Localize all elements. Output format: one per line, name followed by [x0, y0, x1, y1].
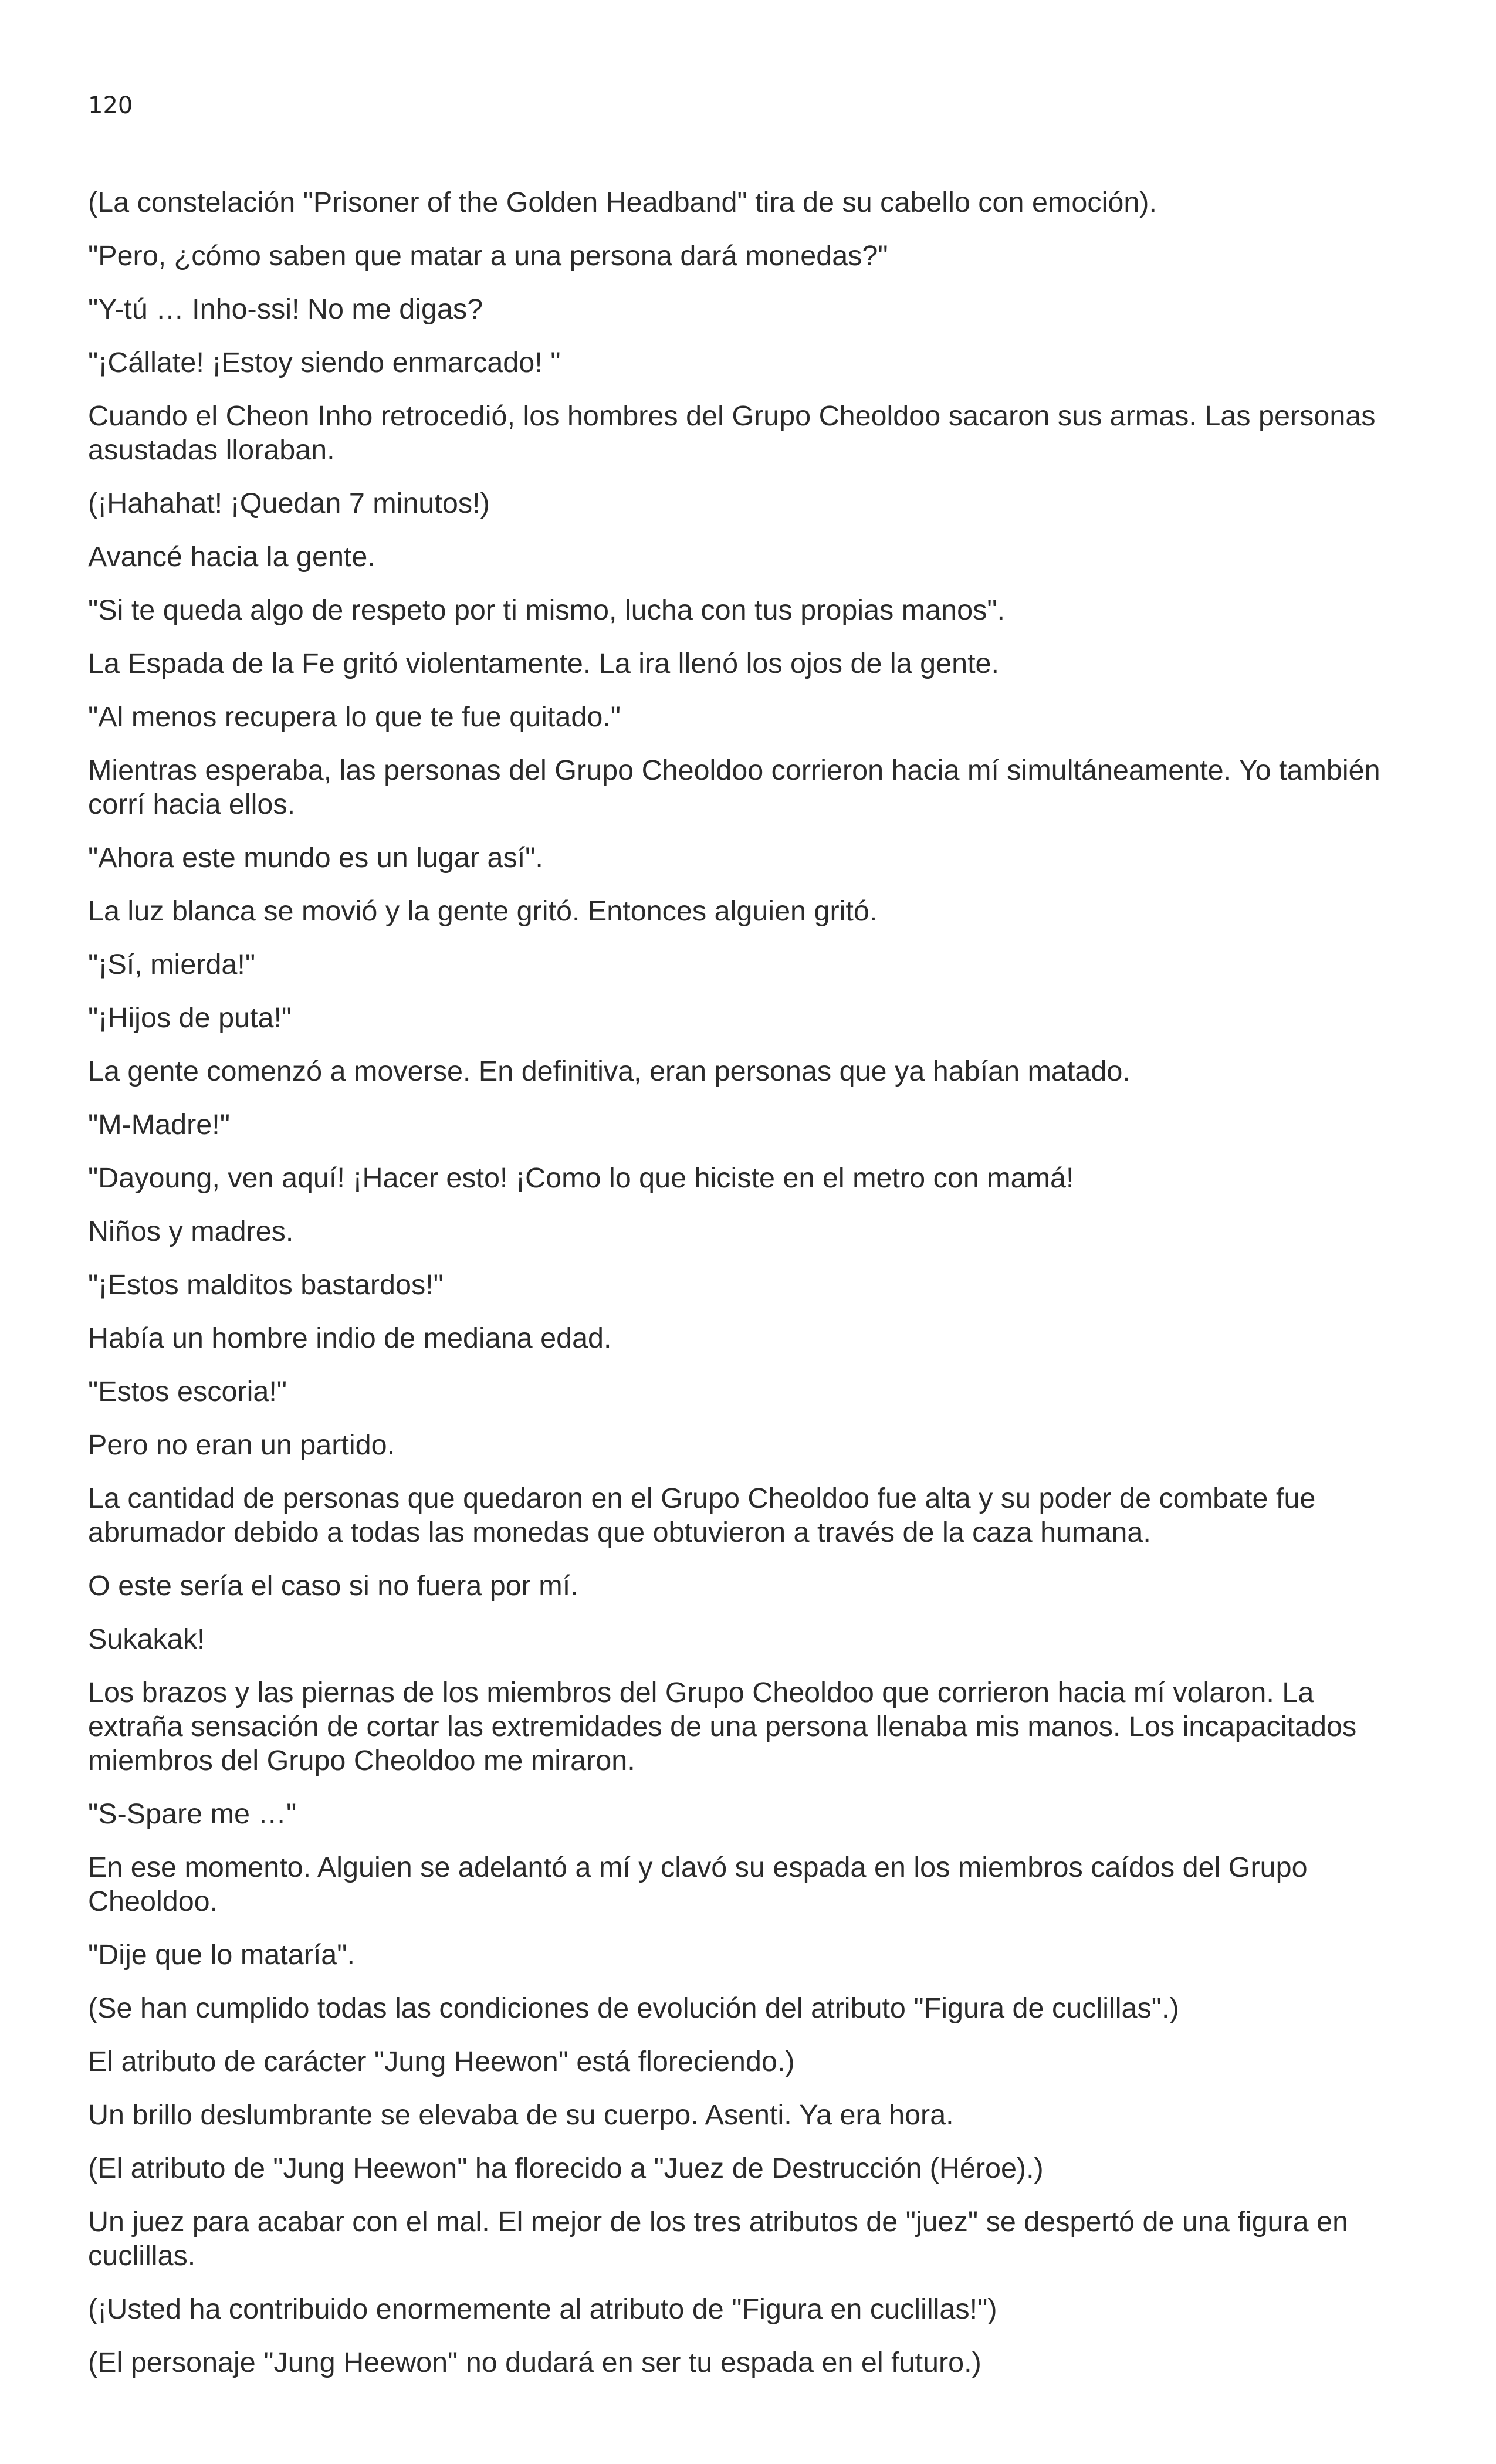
paragraph: "¡Sí, mierda!": [88, 949, 256, 980]
paragraph: Había un hombre indio de mediana edad.: [88, 1322, 612, 1354]
paragraph: El atributo de carácter "Jung Heewon" está floreciendo.): [88, 2046, 795, 2077]
paragraph: "Estos escoria!": [88, 1376, 287, 1407]
paragraph: "Pero, ¿cómo saben que matar a una persona dará monedas?": [88, 240, 888, 272]
paragraph: Un juez para acabar con el mal. El mejor de los tres atributos de "juez" se despertó de una figura en cuclillas.: [88, 2206, 1349, 2272]
paragraph: Cuando el Cheon Inho retrocedió, los hombres del Grupo Cheoldoo sacaron sus armas. Las personas asustadas lloraban.: [88, 400, 1376, 466]
paragraph: La gente comenzó a moverse. En definitiva, eran personas que ya habían matado.: [88, 1055, 1131, 1087]
paragraph: En ese momento. Alguien se adelantó a mí y clavó su espada en los miembros caídos del Grupo Cheoldoo.: [88, 1852, 1308, 1917]
paragraph: (Se han cumplido todas las condiciones de evolución del atributo "Figura de cuclillas".): [88, 1992, 1179, 2024]
paragraph: "Si te queda algo de respeto por ti mismo, lucha con tus propias manos".: [88, 594, 1006, 626]
paragraph: "Dije que lo mataría".: [88, 1939, 355, 1971]
paragraph: "¡Cállate! ¡Estoy siendo enmarcado! ": [88, 347, 561, 378]
paragraph: Niños y madres.: [88, 1216, 294, 1247]
paragraph: La Espada de la Fe gritó violentamente. La ira llenó los ojos de la gente.: [88, 648, 999, 679]
paragraph: "¡Estos malditos bastardos!": [88, 1269, 444, 1301]
paragraph: Sukakak!: [88, 1623, 205, 1655]
paragraph: "M-Madre!": [88, 1109, 230, 1140]
paragraph: (¡Hahahat! ¡Quedan 7 minutos!): [88, 488, 490, 519]
paragraph: "Dayoung, ven aquí! ¡Hacer esto! ¡Como lo que hiciste en el metro con mamá!: [88, 1162, 1074, 1194]
paragraph: "Ahora este mundo es un lugar así".: [88, 842, 543, 874]
paragraph: Un brillo deslumbrante se elevaba de su cuerpo. Asenti. Ya era hora.: [88, 2099, 954, 2131]
paragraph: (La constelación "Prisoner of the Golden Headband" tira de su cabello con emoción).: [88, 187, 1157, 218]
paragraph: Mientras esperaba, las personas del Grupo Cheoldoo corrieron hacia mí simultáneamente. Yo también corrí hacia ellos.: [88, 754, 1380, 820]
paragraph: O este sería el caso si no fuera por mí.: [88, 1570, 578, 1602]
document-body: [88, 185, 1414, 2399]
page-number: 120: [88, 92, 133, 119]
paragraph: La luz blanca se movió y la gente gritó. Entonces alguien gritó.: [88, 895, 878, 927]
paragraph: "¡Hijos de puta!": [88, 1002, 292, 1034]
paragraph: Avancé hacia la gente.: [88, 541, 375, 573]
paragraph: (El atributo de "Jung Heewon" ha florecido a "Juez de Destrucción (Héroe).): [88, 2152, 1044, 2184]
paragraph: Los brazos y las piernas de los miembros del Grupo Cheoldoo que corrieron hacia mí volaron. La extraña sensación de cortar las extremidades de una persona llenaba mis manos. Los incapacitados miembros del Grupo Cheoldoo me miraron.: [88, 1677, 1357, 1776]
paragraph: "Al menos recupera lo que te fue quitado.": [88, 701, 621, 733]
paragraph: Pero no eran un partido.: [88, 1429, 395, 1461]
paragraph: "Y-tú … Inho-ssi! No me digas?: [88, 293, 483, 325]
paragraph: (El personaje "Jung Heewon" no dudará en ser tu espada en el futuro.): [88, 2347, 981, 2378]
paragraph: La cantidad de personas que quedaron en el Grupo Cheoldoo fue alta y su poder de combate fue abrumador debido a todas las monedas que obtuvieron a través de la caza humana.: [88, 1483, 1316, 1548]
paragraph: (¡Usted ha contribuido enormemente al atributo de "Figura en cuclillas!"): [88, 2293, 997, 2325]
paragraph: "S-Spare me …": [88, 1798, 297, 1830]
